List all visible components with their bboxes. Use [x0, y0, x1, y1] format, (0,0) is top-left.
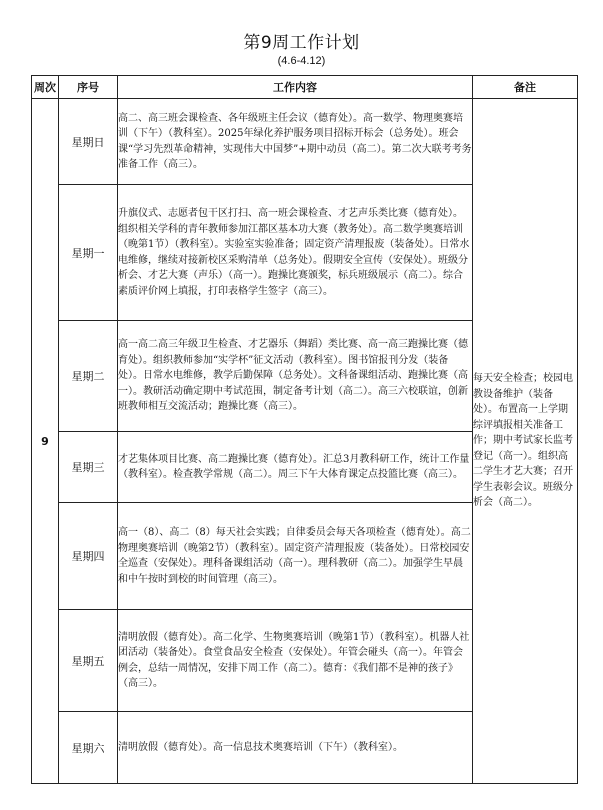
- day-label: 星期四: [59, 503, 118, 610]
- day-content: 高一（8）、高二（8）每天社会实践；自律委员会每天各项检查（德育处）。高二物理奥赛培训（晚第2节）（教科室）。固定资产清理报废（装备处）。日常校园安全巡查（安保处）。理科备课组活动（高一）。理科教研（高二）。加强学生早晨和中午按时到校的时间管理（高三）。: [118, 503, 473, 610]
- day-label: 星期日: [59, 99, 118, 185]
- day-content: 清明放假（德育处）。高二化学、生物奥赛培训（晚第1节）（教科室）。机器人社团活动（装备处）。食堂食品安全检查（安保处）。年管会碰头（高一）。年管会例会，总结一周情况，安排下周工作（高二）。德育：《我们都不是神的孩子》（高三）。: [118, 610, 473, 712]
- page-title: 第9周工作计划: [243, 33, 360, 53]
- day-content: 才艺集体项目比赛、高二跑操比赛（德育处）。汇总3月教科研工作，统计工作量（教科室）。检查教学常规（高二）。周三下午大体育课定点投篮比赛（高三）。: [118, 432, 473, 503]
- day-label: 星期一: [59, 185, 118, 321]
- day-content: 升旗仪式、志愿者包干区打扫、高一班会课检查、才艺声乐类比赛（德育处）。组织相关学科的青年教师参加江都区基本功大赛（教务处）。高二数学奥赛培训（晚第1节）（教科室）。实验室实验准备；固定资产清理报废（装备处）。日常水电维修，继续对接新校区采购清单（总务处）。假期安全宣传（安保处）。班级分析会、才艺大赛（声乐）（高一）。跑操比赛颁奖，标兵班级展示（高二）。综合素质评价网上填报，打印表格学生签字（高三）。: [118, 185, 473, 321]
- date-range: (4.6-4.12): [277, 55, 326, 67]
- table-row: [32, 99, 578, 185]
- week-number: 9: [32, 99, 59, 784]
- day-content: 清明放假（德育处）。高一信息技术奥赛培训（下午）（教科室）。: [118, 712, 473, 784]
- remark-cell: 每天安全检查；校园电教设备维护（装备处）。布置高一上学期综评填报相关准备工作；期中考试家长监考登记（高一）。组织高二学生才艺大赛；召开学生表彰会议。班级分析会（高二）。: [473, 99, 578, 784]
- column-header-remark: 备注: [473, 76, 578, 99]
- work-plan-table: [31, 75, 578, 784]
- column-header-week: 周次: [32, 76, 59, 99]
- day-label: 星期二: [59, 321, 118, 432]
- day-label: 星期六: [59, 712, 118, 784]
- day-label: 星期五: [59, 610, 118, 712]
- table-header-row: [32, 76, 578, 99]
- day-content: 高二、高三班会课检查、各年级班主任会议（德育处）。高一数学、物理奥赛培训（下午）（教科室）。2025年绿化养护服务项目招标开标会（总务处）。班会课“学习先烈革命精神，实现伟大中国梦”+期中动员（高二）。第二次大联考考务准备工作（高三）。: [118, 99, 473, 185]
- column-header-seq: 序号: [59, 76, 118, 99]
- column-header-content: 工作内容: [118, 76, 473, 99]
- day-label: 星期三: [59, 432, 118, 503]
- day-content: 高一高二高三年级卫生检查、才艺器乐（舞蹈）类比赛、高一高三跑操比赛（德育处）。组织教师参加“实学杯”征文活动（教科室）。图书馆报刊分发（装备处）。日常水电维修，教学后勤保障（总务处）。文科备课组活动、跑操比赛（高一）。教研活动确定期中考试范围，制定备考计划（高二）。高三六校联谊，创新班教师相互交流活动；跑操比赛（高三）。: [118, 321, 473, 432]
